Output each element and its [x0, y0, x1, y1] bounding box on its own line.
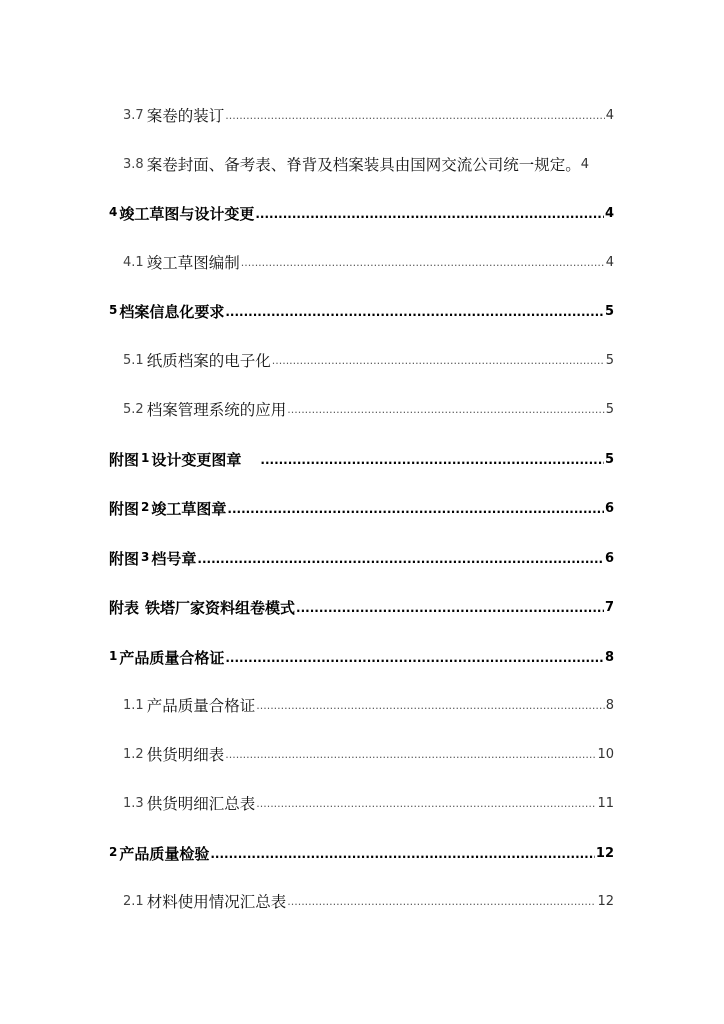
toc-entry-number: 3: [141, 550, 150, 564]
toc-entry-prefix: 附图: [109, 550, 140, 568]
toc-entry-page: 4: [605, 255, 614, 270]
toc-entry-title: 设计变更图章: [151, 451, 242, 469]
toc-entry-number: 1.1: [123, 698, 144, 713]
dot-leader: [272, 351, 605, 371]
toc-entry-page: 5: [605, 402, 614, 417]
dot-leader: [255, 204, 604, 224]
toc-entry-page: 4: [580, 157, 589, 172]
toc-entry-number: 4.1: [123, 255, 144, 270]
toc-entry-page: 10: [597, 747, 614, 762]
toc-entry-number: 1.2: [123, 747, 144, 762]
dot-leader: [197, 549, 604, 569]
toc-entry-4-1[interactable]: [0, 247, 724, 273]
dot-leader: [225, 648, 604, 668]
toc-entry-page: 6: [604, 551, 614, 566]
toc-entry-number: 2.1: [123, 894, 144, 909]
dot-leader: [256, 696, 605, 716]
toc-entry-number: 5.1: [123, 353, 144, 368]
toc-entry-title: 供货明细汇总表: [146, 795, 256, 813]
dot-leader: [260, 450, 604, 470]
toc-entry-3-8[interactable]: [0, 149, 724, 175]
toc-entry-prefix: 附图: [109, 500, 140, 518]
toc-entry-title: 纸质档案的电子化: [146, 352, 271, 370]
toc-entry-page: 12: [595, 846, 614, 861]
dot-leader: [225, 302, 604, 322]
toc-entry-page: 7: [604, 600, 614, 615]
toc-entry-title: 档号章: [151, 550, 197, 568]
toc-entry-page: 12: [597, 894, 614, 909]
toc-entry-title: 产品质量检验: [119, 845, 210, 863]
toc-entry-5[interactable]: [0, 296, 724, 322]
toc-entry-2[interactable]: [0, 838, 724, 864]
toc-entry-title: 产品质量合格证: [119, 649, 225, 667]
toc-entry-number: 5.2: [123, 402, 144, 417]
toc-entry-page: 11: [597, 796, 614, 811]
toc-entry-5-1[interactable]: [0, 345, 724, 371]
toc-entry-number: 1: [109, 649, 118, 663]
toc-entry-5-2[interactable]: [0, 394, 724, 420]
dot-leader: [225, 745, 596, 765]
toc-entry-title: 竣工草图编制: [146, 254, 240, 272]
toc-entry-1-2[interactable]: [0, 739, 724, 765]
toc-entry-prefix: 附图: [109, 451, 140, 469]
dot-leader: [287, 400, 605, 420]
dot-leader: [241, 253, 605, 273]
toc-entry-title: 铁塔厂家资料组卷模式: [145, 599, 296, 617]
toc-entry-title: 供货明细表: [146, 746, 225, 764]
toc-entry-title: 竣工草图章: [151, 500, 227, 518]
toc-entry-page: 5: [604, 452, 614, 467]
toc-entry-3-7[interactable]: [0, 100, 724, 126]
dot-leader: [256, 794, 596, 814]
toc-entry-appendix-figure-1[interactable]: [0, 444, 724, 470]
dot-leader: [296, 598, 604, 618]
toc-entry-1[interactable]: [0, 642, 724, 668]
toc-entry-number: 2: [141, 500, 150, 514]
toc-entry-title: 案卷的装订: [146, 107, 225, 125]
toc-entry-number: 1: [141, 451, 150, 465]
toc-entry-title: 案卷封面、备考表、脊背及档案装具由国网交流公司统一规定。: [146, 156, 581, 174]
toc-entry-appendix-figure-2[interactable]: [0, 493, 724, 519]
toc-entry-title: 档案管理系统的应用: [146, 401, 287, 419]
dot-leader: [225, 106, 605, 126]
toc-entry-2-1[interactable]: [0, 886, 724, 912]
toc-entry-1-1[interactable]: [0, 690, 724, 716]
toc-entry-page: 6: [604, 501, 614, 516]
dot-leader: [210, 844, 595, 864]
toc-entry-number: 5: [109, 303, 118, 317]
toc-entry-appendix-table[interactable]: [0, 592, 724, 618]
dot-leader: [227, 499, 604, 519]
toc-entry-number: 2: [109, 845, 118, 859]
toc-entry-title: 产品质量合格证: [146, 697, 256, 715]
toc-entry-page: 4: [604, 206, 614, 221]
dot-leader: [287, 892, 596, 912]
toc-entry-page: 5: [604, 304, 614, 319]
toc-entry-1-3[interactable]: [0, 788, 724, 814]
toc-entry-number: 4: [109, 205, 118, 219]
toc-entry-page: 8: [605, 698, 614, 713]
toc-entry-title: 竣工草图与设计变更: [119, 205, 255, 223]
toc-entry-prefix: 附表: [109, 599, 140, 617]
toc-entry-title: 档案信息化要求: [119, 303, 225, 321]
toc-entry-title: 材料使用情况汇总表: [146, 893, 287, 911]
toc-entry-appendix-figure-3[interactable]: [0, 543, 724, 569]
toc-entry-4[interactable]: [0, 198, 724, 224]
toc-entry-number: 1.3: [123, 796, 144, 811]
toc-entry-number: 3.8: [123, 157, 144, 172]
toc-entry-page: 8: [604, 650, 614, 665]
toc-entry-page: 5: [605, 353, 614, 368]
toc-entry-number: 3.7: [123, 108, 144, 123]
toc-entry-page: 4: [605, 108, 614, 123]
